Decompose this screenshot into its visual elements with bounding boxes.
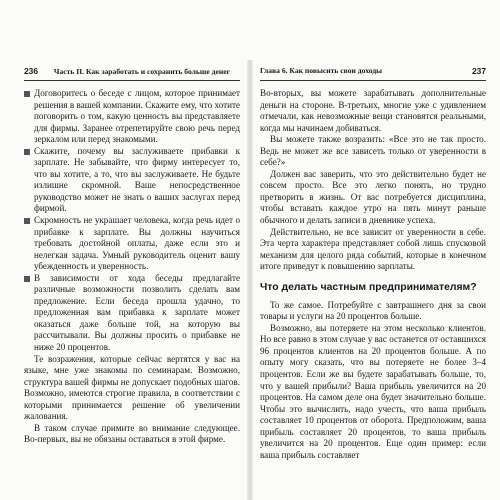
square-bullet-icon	[24, 149, 30, 155]
left-page-body	[24, 88, 240, 446]
square-bullet-icon	[24, 91, 30, 97]
square-bullet-icon	[24, 276, 30, 282]
list-item: Скажите, почему вы заслуживаете прибавки к зарплате. Не забывайте, что фирму интересует то, что вы хотите, а то, что вы заслуживаете. Не будьте излишне скромной. Ваше непосредственное руководство может не знать о ваших заслугах перед фирмой.	[24, 146, 240, 215]
right-page-number: 237	[472, 66, 486, 76]
section-heading: Что делать частным предпринимателям?	[260, 281, 477, 293]
left-page-header	[24, 66, 240, 81]
paragraph: Вы можете также возразить: «Все это не так просто. Ведь не может же все зависеть только от уверенности в себе?»	[260, 134, 486, 168]
list-item: Скромность не украшает человека, когда речь идет о прибавке к зарплате. Вы должны научиться требовать достойной оплаты, даже если это и нелегкая задача. Умный руководитель оценит вашу убежденность и уверенность.	[24, 215, 240, 273]
left-running-title: Часть II. Как заработать и сохранить больше денег	[53, 67, 231, 76]
list-item: В зависимости от хода беседы предлагайте различные возможности позволить сделать вам предложение. Если беседа прошла удачно, то предложенная вам прибавка к зарплате может оказаться даже больше той, на которую вы рассчитывали. Вы должны просить о прибавке не ниже 20 процентов.	[24, 273, 240, 354]
right-page-header	[260, 66, 486, 81]
right-running-title: Глава 6. Как повысить свои доходы	[260, 66, 383, 75]
paragraph: То же самое. Потребуйте с завтрашнего дня за свои товары и услуги на 20 процентов больше.	[260, 299, 486, 322]
paragraph: Действительно, не все зависит от уверенности в себе. Эта черта характера представляет собой лишь спусковой механизм для целого ряда событий, которые в конечном итоге приведут к повышению зарплаты.	[260, 226, 486, 272]
right-page	[250, 0, 500, 500]
paragraph: Во-вторых, вы можете зарабатывать дополнительные деньги на стороне. В-третьих, многие уже с удивлением отмечали, как невозможные вещи становятся реальными, когда мы начинаем добиваться.	[260, 88, 486, 133]
left-page-number: 236	[24, 66, 38, 76]
square-bullet-icon	[24, 218, 30, 224]
paragraph: Те возражения, которые сейчас вертятся у вас на языке, мне уже знакомы по семинарам. Возможно, структура вашей фирмы не допускает подобных шагов. Возможно, имеются строгие правила, в соответствии с которыми принимается решение об увеличении жалования.	[24, 353, 240, 422]
right-page-body	[260, 88, 486, 461]
paragraph: Должен вас заверить, что это действительно будет не совсем просто. Все это легко понять, но трудно претворить в жизнь. От вас потребуется дисциплина, чтобы вставать каждое утро на пять минут раньше обычного и делать записи в дневнике успеха.	[260, 168, 486, 226]
paragraph: Возможно, вы потеряете на этом несколько клиентов. Но все равно в этом случае у вас останется от оставшихся 96 процентов клиентов на 20 процентов больше. А по опыту могу сказать, что вы потеряете не более 3–4 процентов. Если же вы будете зарабатывать больше, то, что у вашей прибыли? Ваша прибыль увеличится на 20 процентов. На самом деле она будет значительно больше. Чтобы это вычислить, надо учесть, что ваша прибыль составляет 10 процентов от оборота. Предположим, ваша прибыль составляет 20 процентов, то ваша прибыль увеличится на 20 процентов. Еще один пример: если ваша прибыль составляет	[260, 322, 486, 460]
paragraph: В таком случае примите во внимание следующее. Во-первых, вы не обязаны оставаться в этой фирме.	[24, 422, 240, 445]
list-item: Договоритесь о беседе с лицом, которое принимает решения в вашей компании. Скажите ему, что хотите поговорить о том, какую ценность вы представляете для фирмы. Заранее отрепетируйте свою речь перед зеркалом или перед знакомыми.	[24, 88, 240, 146]
